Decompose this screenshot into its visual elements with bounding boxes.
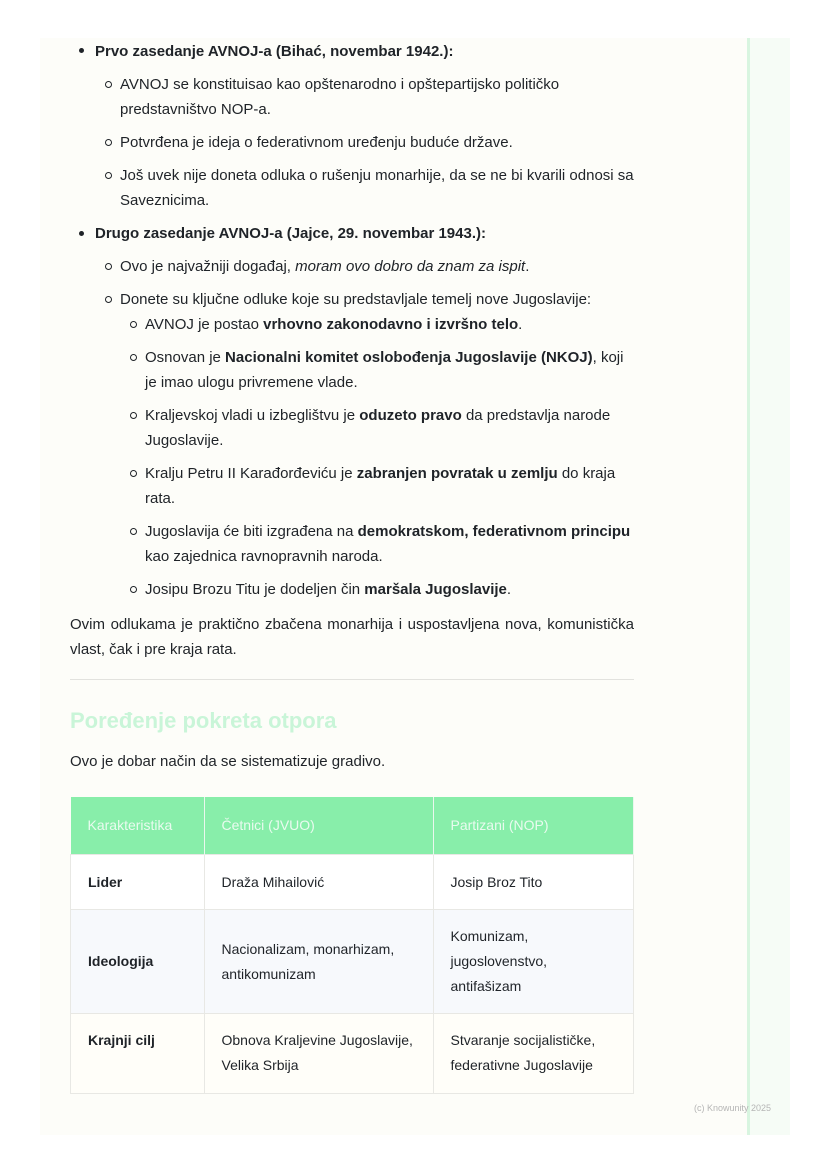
- side-divider: [747, 38, 750, 1135]
- table-header-row: [71, 797, 634, 855]
- text-segment: Još uvek nije doneta odluka o rušenju monarhije, da se ne bi kvarili odnosi sa Saveznicima.: [120, 167, 634, 209]
- list-item: [70, 577, 634, 602]
- list-item: [70, 254, 634, 279]
- text-segment: Kralju Petru II Karađorđeviću je: [145, 465, 357, 482]
- list-item: [70, 72, 634, 122]
- bold-text: zabranjen povratak u zemlju: [356, 465, 558, 482]
- text-segment: AVNOJ se konstituisao kao opštenarodno i opštepartijsko političko predstavništvo NOP-a.: [120, 76, 560, 118]
- text-segment: .: [518, 316, 523, 333]
- text-segment: do kraja rata.: [145, 465, 616, 507]
- text-segment: AVNOJ je postao: [145, 316, 264, 333]
- text-segment: Kraljevskoj vladi u izbeglištvu je: [145, 407, 360, 424]
- table-cell: Nacionalizam, monarhizam, antikomunizam: [204, 910, 433, 1014]
- list-item: [70, 345, 634, 395]
- table-header: Karakteristika: [71, 797, 205, 855]
- text-segment: Josipu Brozu Titu je dodeljen čin: [145, 581, 365, 598]
- table-cell: Ideologija: [71, 910, 205, 1014]
- text-segment: Potvrđena je ideja o federativnom uređenju buduće države.: [120, 134, 513, 151]
- table-cell: Komunizam, jugoslovenstvo, antifašizam: [433, 910, 634, 1014]
- copyright-footer: (c) Knowunity 2025: [694, 1103, 772, 1113]
- table-header: Četnici (JVUO): [204, 797, 433, 855]
- list-item: [70, 312, 634, 337]
- list-item: [70, 461, 634, 511]
- bold-text: vrhovno zakonodavno i izvršno telo: [263, 316, 519, 333]
- list-item: [70, 130, 634, 155]
- text-segment: .: [506, 581, 512, 598]
- table-cell: Krajnji cilj: [71, 1014, 205, 1094]
- bold-text: demokratskom, federativnom principu: [357, 523, 631, 540]
- text-segment: Donete su ključne odluke koje su predstavljale temelj nove Jugoslavije:: [120, 291, 592, 308]
- text-segment: Ovo je najvažniji događaj,: [120, 258, 296, 275]
- comparison-table: [70, 797, 634, 1094]
- italic-text: moram ovo dobro da znam za ispit: [295, 258, 526, 275]
- document-page: [40, 38, 790, 1135]
- table-row: [71, 1014, 634, 1094]
- bold-text: Nacionalni komitet oslobođenja Jugoslavije (NKOJ): [225, 349, 593, 366]
- table-row: [71, 855, 634, 910]
- intro-text: Ovo je dobar način da se sistematizuje gradivo.: [70, 753, 386, 770]
- list-item: [70, 163, 634, 213]
- text-segment: kao zajednica ravnopravnih naroda.: [145, 548, 383, 565]
- divider: [70, 679, 634, 680]
- list-item: [70, 403, 634, 453]
- table-header: Partizani (NOP): [433, 797, 634, 855]
- text-segment: da predstavlja narode Jugoslavije.: [145, 407, 611, 449]
- text-segment: Osnovan je: [145, 349, 226, 366]
- text-segment: .: [525, 258, 530, 275]
- text-segment: Jugoslavija će biti izgrađena na: [145, 523, 358, 540]
- section-title: Prvo zasedanje AVNOJ-a (Bihać, novembar 1942.):: [70, 38, 634, 64]
- list-item: [70, 519, 634, 569]
- conclusion-paragraph: Ovim odlukama je praktično zbačena monarhija i uspostavljena nova, komunistička vlast, čak i pre kraja rata.: [70, 616, 634, 658]
- section-heading: Poređenje pokreta otpora: [70, 708, 337, 733]
- section-title: Drugo zasedanje AVNOJ-a (Jajce, 29. novembar 1943.):: [70, 221, 634, 246]
- table-cell: Draža Mihailović: [204, 855, 433, 910]
- table-cell: Stvaranje socijalističke, federativne Jugoslavije: [433, 1014, 634, 1094]
- document-content: [70, 38, 634, 1094]
- table-cell: Lider: [71, 855, 205, 910]
- bold-text: maršala Jugoslavije: [364, 581, 507, 598]
- table-cell: Josip Broz Tito: [433, 855, 634, 910]
- text-segment: , koji je imao ulogu privremene vlade.: [145, 349, 624, 391]
- table-cell: Obnova Kraljevine Jugoslavije, Velika Srbija: [204, 1014, 433, 1094]
- table-row: [71, 910, 634, 1014]
- bold-text: oduzeto pravo: [359, 407, 462, 424]
- list-item: [70, 287, 634, 312]
- side-panel: [750, 38, 790, 1135]
